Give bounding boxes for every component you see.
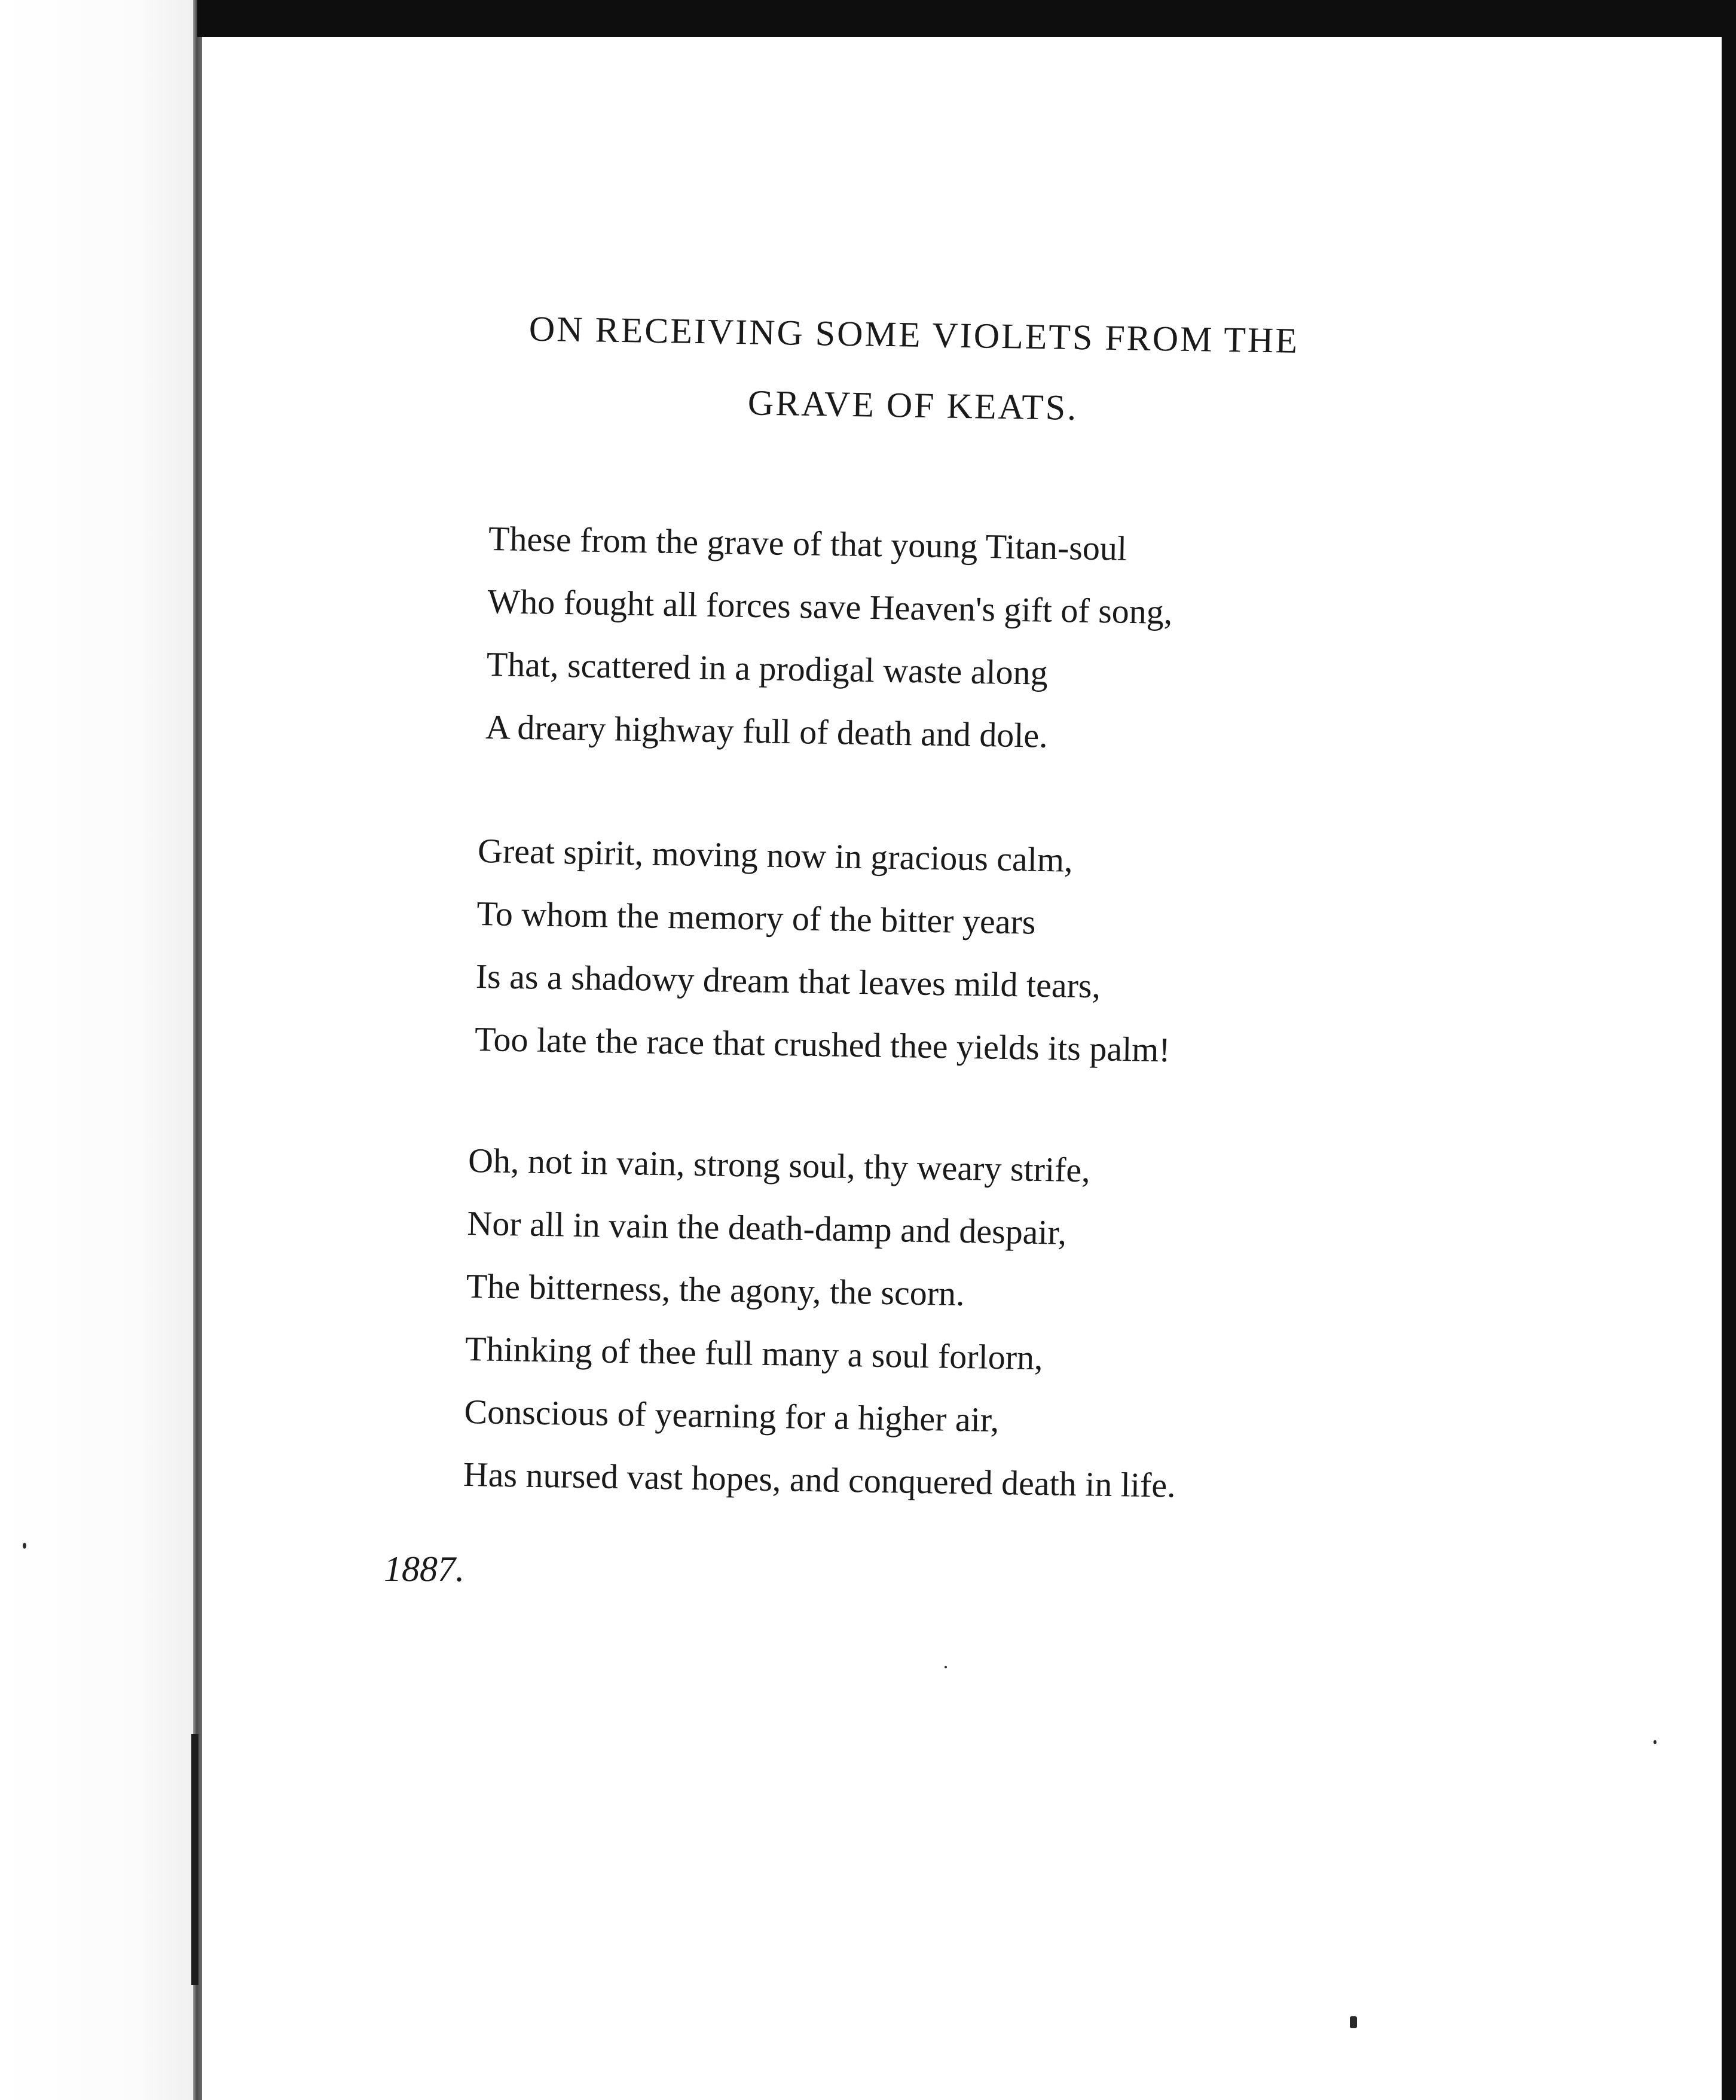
poem-line: Nor all in vain the death-damp and despair, xyxy=(467,1203,1067,1252)
scan-speck xyxy=(945,1666,947,1668)
scan-speck xyxy=(23,1543,26,1549)
poem-title-line: GRAVE OF KEATS. xyxy=(747,383,1078,428)
poem-line: Who fought all forces save Heaven's gift of song, xyxy=(487,581,1173,631)
poem-line: Has nursed vast hopes, and conquered death in life. xyxy=(463,1454,1176,1505)
poem-title xyxy=(428,292,1399,448)
stanza-3 xyxy=(463,1129,1181,1517)
binding-shadow xyxy=(191,1734,198,1985)
facing-page-edge xyxy=(0,0,197,2100)
scan-speck xyxy=(1350,2016,1357,2028)
poem-line: Great spirit, moving now in gracious calm, xyxy=(477,831,1074,880)
scan-border-right xyxy=(1722,0,1736,2100)
poem-line: A dreary highway full of death and dole. xyxy=(485,707,1049,755)
poem-line: That, scattered in a prodigal waste along xyxy=(486,644,1049,692)
stanza-2 xyxy=(474,819,1173,1081)
scan-speck xyxy=(1654,1740,1656,1744)
poem-line: The bitterness, the agony, the scorn. xyxy=(466,1266,965,1314)
poem-title-line: ON RECEIVING SOME VIOLETS FROM THE xyxy=(528,309,1300,361)
poem-line: Oh, not in vain, strong soul, thy weary strife, xyxy=(467,1140,1091,1190)
stanza-1 xyxy=(485,507,1173,769)
poem-line: Thinking of thee full many a soul forlorn, xyxy=(464,1329,1044,1378)
poem-line: To whom the memory of the bitter years xyxy=(476,893,1036,942)
poem-line: Too late the race that crushed thee yields its palm! xyxy=(474,1019,1171,1070)
poem-line: Conscious of yearning for a higher air, xyxy=(464,1391,1000,1439)
poem-line: Is as a shadowy dream that leaves mild tears, xyxy=(475,956,1101,1006)
poem-date: 1887. xyxy=(384,1549,464,1589)
poem-line: These from the grave of that young Titan-soul xyxy=(488,518,1127,568)
scan-border-top xyxy=(197,0,1736,37)
